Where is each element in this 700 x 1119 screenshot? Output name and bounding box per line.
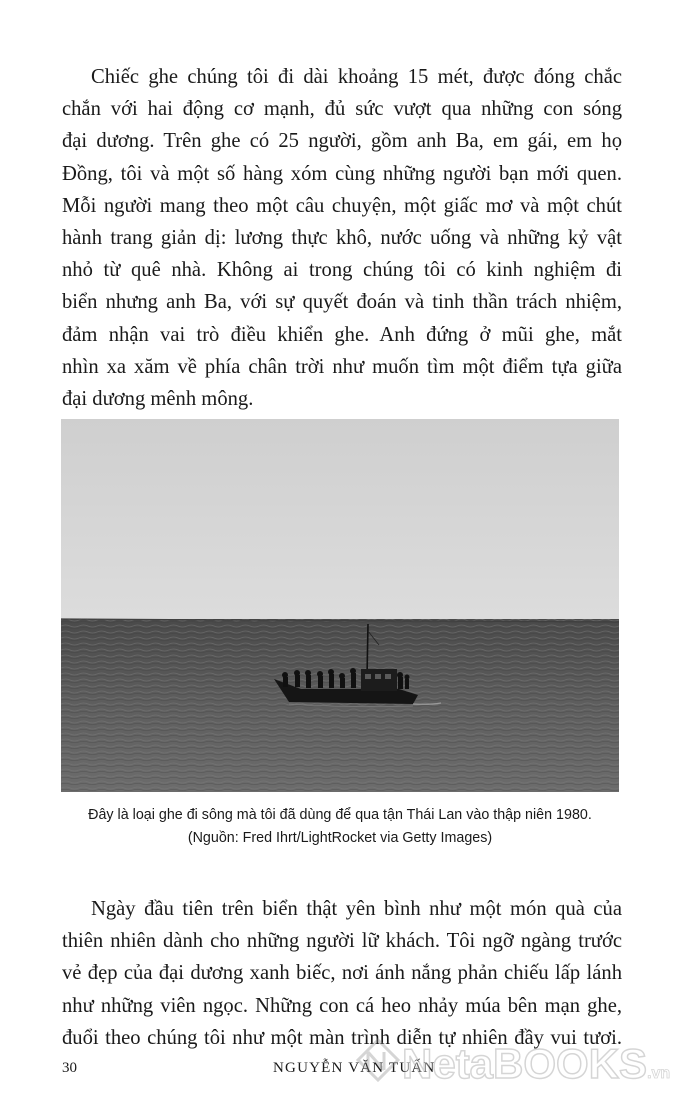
paragraph-line: nhìn xa xăm về phía chân trời như muốn tìm một điểm tựa giữa xyxy=(62,355,622,378)
paragraph-1 xyxy=(62,61,622,415)
page-number: 30 xyxy=(62,1060,77,1076)
paragraph-line: Ngày đầu tiên trên biển thật yên bình như một món quà của xyxy=(91,898,622,920)
paragraph-line: đại dương mênh mông. xyxy=(62,388,254,411)
paragraph-line: Chiếc ghe chúng tôi đi dài khoảng 15 mét, được đóng chắc xyxy=(91,66,622,88)
caption-line-1: Đây là loại ghe đi sông mà tôi đã dùng để qua tận Thái Lan vào thập niên 1980. xyxy=(88,807,592,823)
paragraph-line: biển nhưng anh Ba, với sự quyết đoán và tinh thần trách nhiệm, xyxy=(62,291,622,314)
paragraph-line: như những viên ngọc. Những con cá heo nhảy múa bên mạn ghe, xyxy=(62,994,622,1017)
paragraph-line: vẻ đẹp của đại dương xanh biếc, nơi ánh nắng phản chiếu lấp lánh xyxy=(62,962,622,985)
paragraph-line: đuổi theo chúng tôi như một màn trình diễn tự nhiên đầy vui tươi. xyxy=(62,1026,622,1049)
boat-at-sea-photo xyxy=(61,419,619,792)
paragraph-line: Mỗi người mang theo một câu chuyện, một giấc mơ và một chút xyxy=(62,194,622,217)
paragraph-line: đảm nhận vai trò điều khiển ghe. Anh đứng ở mũi ghe, mắt xyxy=(62,323,622,346)
publisher-watermark xyxy=(354,1030,694,1110)
paragraph-line: đại dương. Trên ghe có 25 người, gồm anh Ba, em gái, em họ xyxy=(62,130,622,153)
running-footer-author: NGUYỄN VĂN TUẤN xyxy=(273,1060,436,1076)
paragraph-line: thiên nhiên dành cho những người lữ khách. Tôi ngỡ ngàng trước xyxy=(62,930,622,953)
netabooks-logo-icon xyxy=(354,1038,402,1098)
paragraph-line: nhỏ từ quê nhà. Không ai trong chúng tôi có kinh nghiệm đi xyxy=(62,259,622,282)
photo-caption xyxy=(61,804,619,850)
watermark-text: NetaBOOKS.vn xyxy=(402,1040,671,1087)
paragraph-line: chắn với hai động cơ mạnh, đủ sức vượt qua những con sóng xyxy=(62,98,622,121)
paragraph-line: hành trang giản dị: lương thực khô, nước uống và những kỷ vật xyxy=(62,227,622,250)
paragraph-line: Đồng, tôi và một số hàng xóm cùng những người bạn mới quen. xyxy=(62,162,622,185)
caption-source: (Nguồn: Fred Ihrt/LightRocket via Getty Images) xyxy=(187,830,493,846)
